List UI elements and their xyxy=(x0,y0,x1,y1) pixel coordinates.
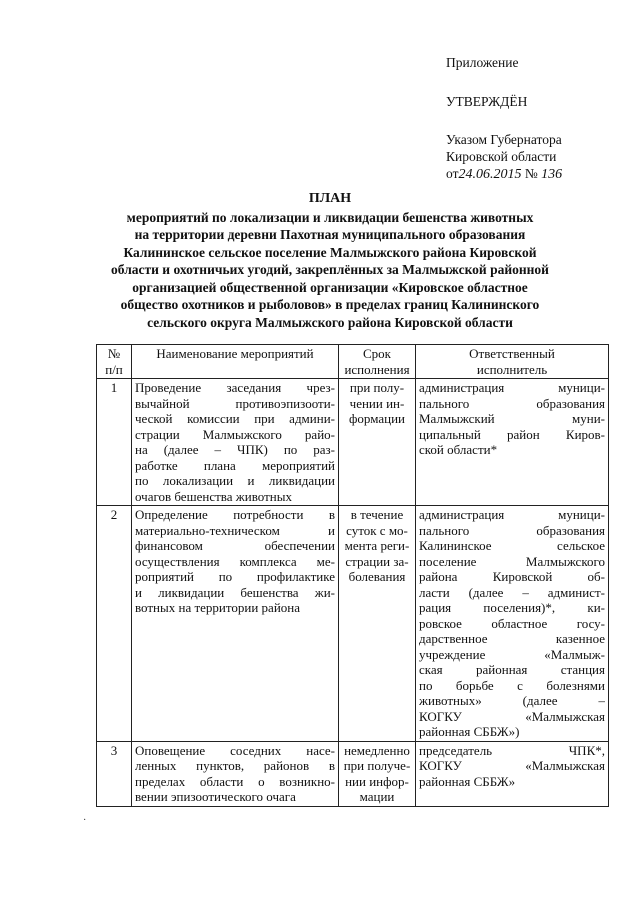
row-activity-line: вотных на территории района xyxy=(135,600,301,615)
row-term-line: в течение xyxy=(350,507,404,522)
row-responsible-line: ципальный район Киров- xyxy=(419,426,605,442)
decree-date-line xyxy=(446,165,626,183)
row-responsible-line: районная СББЖ» xyxy=(419,773,516,789)
row-term-line: суток с мо- xyxy=(346,522,408,538)
row-responsible-line: Калининское сельское xyxy=(419,538,605,553)
scan-speck: · xyxy=(83,815,87,826)
row-activity-line: Определение потребности в xyxy=(135,507,335,522)
header-activity: Наименование мероприятий xyxy=(132,345,339,379)
row-responsible-line: района Кировской об- xyxy=(419,569,605,584)
document-title xyxy=(90,190,570,331)
table-header-row xyxy=(97,345,609,379)
row-term-line: мации xyxy=(359,789,395,804)
row-term-line: нии инфор- xyxy=(345,773,409,789)
row-activity-line: вычайной противоэпизооти- xyxy=(135,395,335,411)
row-responsible-line: ласти (далее – админист- xyxy=(419,584,605,600)
appendix-label: Приложение xyxy=(446,55,519,70)
row-activity xyxy=(132,741,339,806)
header-responsible: Ответственный исполнитель xyxy=(416,345,609,379)
row-activity-line: роприятий по профилактике xyxy=(135,569,335,584)
row-responsible-line: пального образования xyxy=(419,522,605,538)
row-activity-line: пределах области о возникно- xyxy=(135,773,335,789)
row-activity-line: и ликвидации бешенства жи- xyxy=(135,584,335,600)
row-responsible xyxy=(416,379,609,506)
subtitle-line: мероприятий по локализации и ликвидации бешенства животных xyxy=(126,209,534,225)
row-responsible-line: КОГКУ «Малмыжская xyxy=(419,708,605,724)
row-responsible-line: поселение Малмыжского xyxy=(419,553,605,569)
row-activity-line: по локализации и ликвидации xyxy=(135,473,335,488)
row-activity-line: материально-техническом и xyxy=(135,522,335,538)
row-activity-line: ческой комиссии при админи- xyxy=(135,411,335,426)
region-label: Кировской области xyxy=(446,149,557,164)
decree-date: 24.06.2015 xyxy=(458,167,522,182)
row-activity xyxy=(132,506,339,742)
row-term-line: формации xyxy=(348,411,405,426)
table-row xyxy=(97,506,609,742)
row-term xyxy=(339,506,416,742)
row-responsible-line: дарственное казенное xyxy=(419,631,605,646)
subtitle-line: сельского округа Малмыжского района Кировской области xyxy=(147,314,513,330)
row-responsible-line: районная СББЖ») xyxy=(419,724,520,739)
row-number xyxy=(97,741,132,806)
row-responsible-line: председатель ЧПК*, xyxy=(419,742,605,758)
row-term xyxy=(339,379,416,506)
row-term-line: болевания xyxy=(348,569,406,584)
subtitle-line: организацией общественной организации «Кировское областное xyxy=(132,279,528,295)
row-activity-line: финансовом обеспечении xyxy=(135,538,335,553)
decree-number: 136 xyxy=(541,167,563,182)
row-responsible-line: по борьбе с болезнями xyxy=(419,677,605,693)
row-term-line: мента реги- xyxy=(344,538,410,553)
plan-subtitle xyxy=(90,209,570,332)
row-activity-line: осуществления комплекса ме- xyxy=(135,553,335,569)
row-term-line: при получе- xyxy=(343,758,411,773)
row-activity-line: страции Малмыжского райо- xyxy=(135,426,335,442)
header-term: Срок исполнения xyxy=(339,345,416,379)
subtitle-line: на территории деревни Пахотная муниципального образования xyxy=(134,227,526,242)
row-responsible-line: ровское областное госу- xyxy=(419,615,605,631)
row-activity-line: ленных пунктов, районов в xyxy=(135,758,335,773)
subtitle-line: общество охотников и рыболовов» в пределах границ Калининского xyxy=(120,297,540,312)
row-number xyxy=(97,379,132,506)
decree-label: Указом Губернатора xyxy=(446,132,562,147)
row-term-line: страции за- xyxy=(345,553,409,569)
row-number-line: 1 xyxy=(110,380,118,395)
row-responsible-line: ской области* xyxy=(419,442,498,457)
date-prefix: от xyxy=(446,166,459,181)
header-num: № п/п xyxy=(97,345,132,379)
row-activity-line: на (далее – ЧПК) по раз- xyxy=(135,442,335,457)
plan-table xyxy=(96,344,609,807)
subtitle-line: области и охотничьих угодий, закреплённых за Малмыжской районной xyxy=(111,262,549,277)
row-term-line: немедленно xyxy=(344,742,410,758)
row-responsible-line: рация поселения)*, ки- xyxy=(419,600,605,615)
row-activity-line: вении эпизоотического очага xyxy=(135,789,296,804)
approval-block xyxy=(446,54,626,183)
row-activity xyxy=(132,379,339,506)
row-responsible-line: пального образования xyxy=(419,395,605,411)
approved-label: УТВЕРЖДЁН xyxy=(446,94,528,109)
row-term-line: чении ин- xyxy=(349,395,405,411)
table-row xyxy=(97,379,609,506)
row-number-line: 2 xyxy=(110,507,118,522)
row-activity-line: работке плана мероприятий xyxy=(135,457,335,473)
row-number-line: 3 xyxy=(110,742,118,758)
row-responsible-line: КОГКУ «Малмыжская xyxy=(419,758,605,773)
number-sign: № xyxy=(524,166,538,181)
row-responsible xyxy=(416,506,609,742)
row-number xyxy=(97,506,132,742)
row-responsible-line: животных» (далее – xyxy=(419,693,605,708)
row-activity-line: Проведение заседания чрез- xyxy=(135,380,335,395)
row-responsible-line: администрация муници- xyxy=(419,507,605,522)
row-activity-line: очагов бешенства животных xyxy=(135,488,292,504)
row-term-line: при полу- xyxy=(349,380,405,395)
plan-heading: ПЛАН xyxy=(308,191,352,206)
subtitle-line: Калининское сельское поселение Малмыжского района Кировской xyxy=(123,244,537,260)
row-responsible-line: Малмыжский муни- xyxy=(419,411,605,426)
row-responsible-line: ская районная станция xyxy=(419,662,605,677)
row-term xyxy=(339,741,416,806)
row-responsible xyxy=(416,741,609,806)
table-row xyxy=(97,741,609,806)
row-responsible-line: администрация муници- xyxy=(419,380,605,395)
row-responsible-line: учреждение «Малмыж- xyxy=(419,646,605,662)
row-activity-line: Оповещение соседних насе- xyxy=(135,742,335,758)
